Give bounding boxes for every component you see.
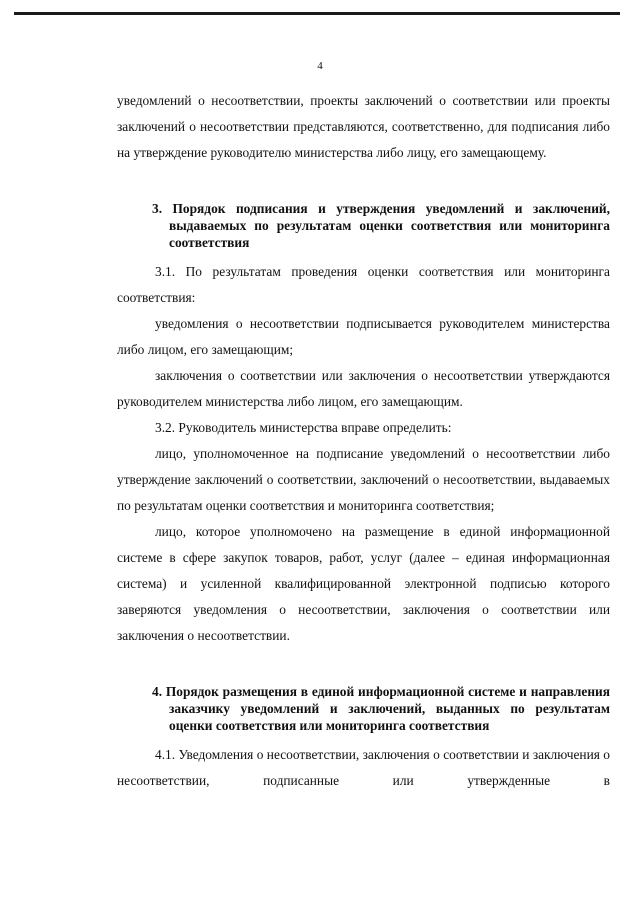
section-3-heading: 3. Порядок подписания и утверждения уведомлений и заключений, выдаваемых по результатам оценки соответствия или мониторинга соответствия <box>152 201 610 250</box>
section-3-paragraph-1: 3.1. По результатам проведения оценки соответствия или мониторинга соответствия: <box>117 264 610 305</box>
section-3-paragraph-2: уведомления о несоответствии подписывается руководителем министерства либо лицом, его замещающим; <box>117 316 610 357</box>
section-3-paragraph-6: лицо, которое уполномочено на размещение в единой информационной системе в сфере закупок товаров, работ, услуг (далее – единая информационная система) и усиленной квалифицированной электронной подписью которого заверяются уведомления о несоответствии, заключения о соответствии или заключения о несоответствии. <box>117 524 610 643</box>
section-4-paragraph-1: 4.1. Уведомления о несоответствии, заключения о соответствии и заключения о несоответствии, подписанные или утвержденные в <box>117 747 610 788</box>
page-number: 4 <box>317 60 323 72</box>
header-rule <box>14 12 620 15</box>
section-3-paragraph-4: 3.2. Руководитель министерства вправе определить: <box>155 420 452 435</box>
document-body <box>117 88 610 794</box>
section-3-paragraph-3: заключения о соответствии или заключения о несоответствии утверждаются руководителем министерства либо лицом, его замещающим. <box>117 368 610 409</box>
section-3-paragraph-5: лицо, уполномоченное на подписание уведомлений о несоответствии либо утверждение заключений о соответствии, заключений о несоответствии, выдаваемых по результатам оценки соответствия и мониторинга соответствия; <box>117 446 610 513</box>
intro-paragraph: уведомлений о несоответствии, проекты заключений о соответствии или проекты заключений о несоответствии представляются, соответственно, для подписания либо на утверждение руководителю министерства либо лицу, его замещающему. <box>117 93 610 160</box>
section-4-heading: 4. Порядок размещения в единой информационной системе и направления заказчику уведомлений и заключений, выданных по результатам оценки соответствия или мониторинга соответствия <box>152 684 610 733</box>
